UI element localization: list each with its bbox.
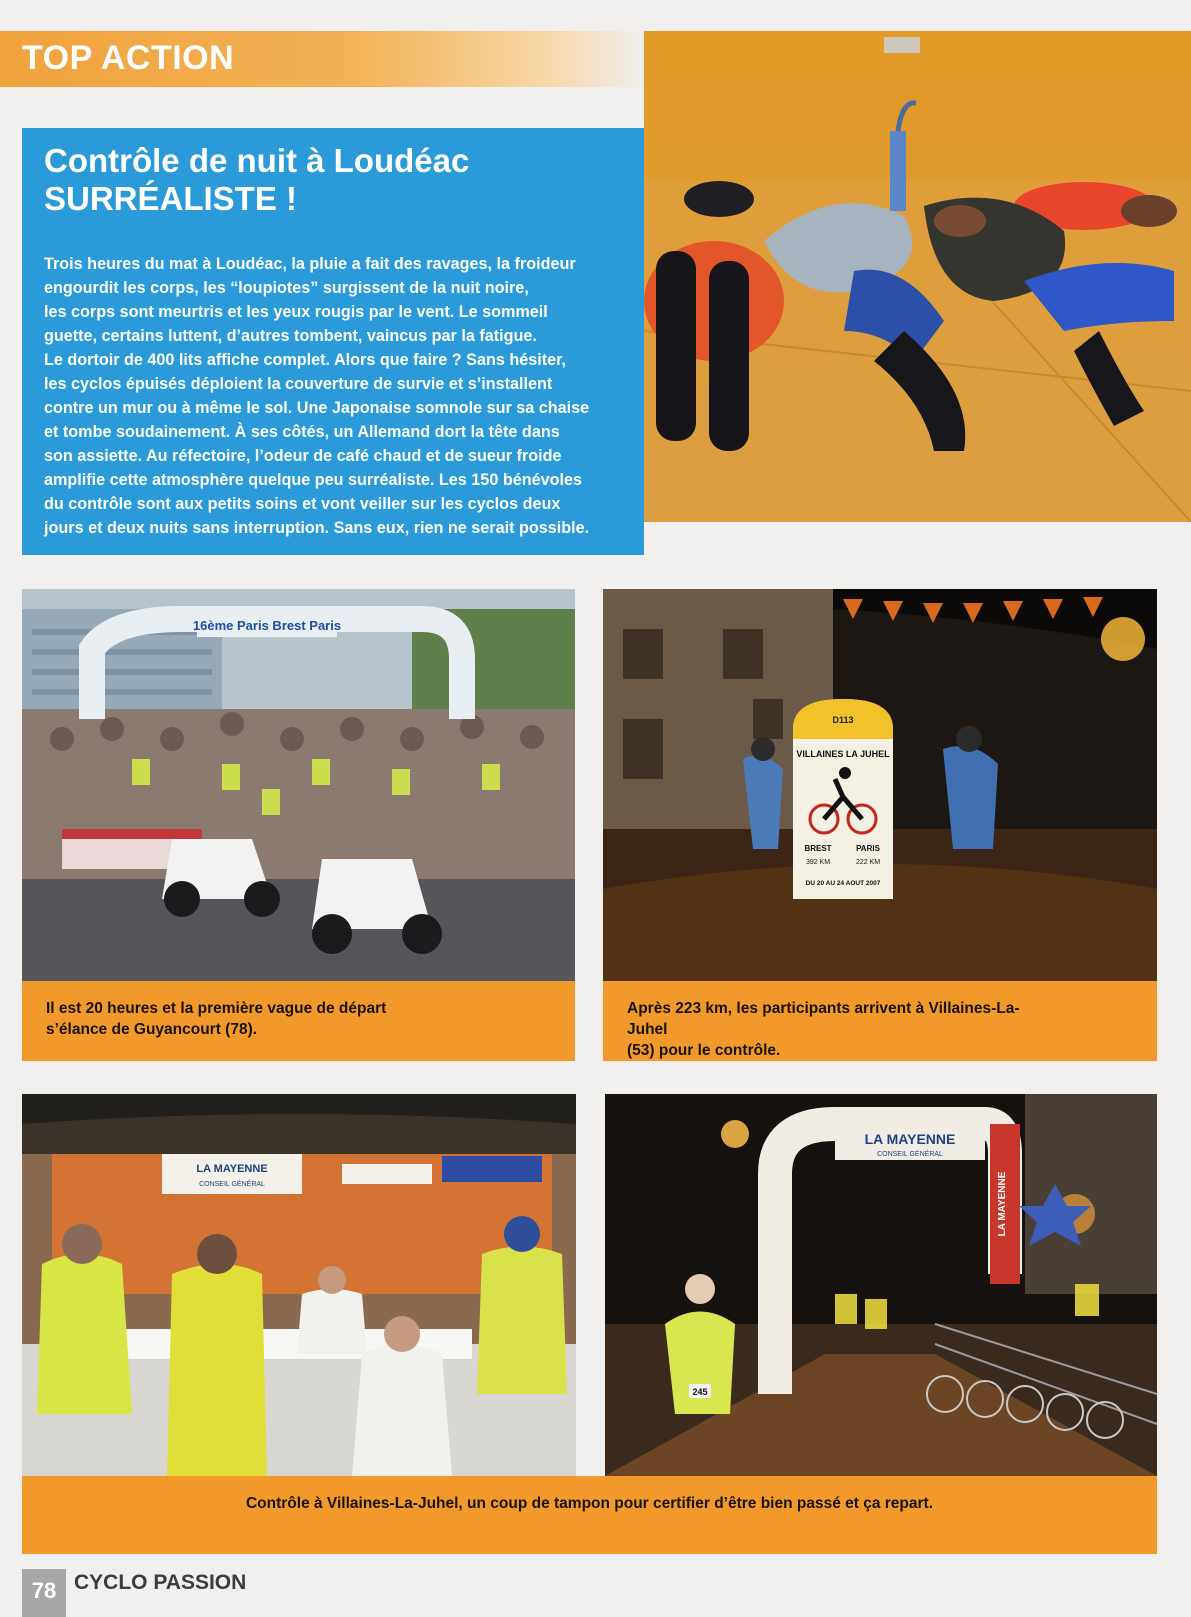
rider-number: 245 bbox=[692, 1387, 708, 1397]
caption-line: Il est 20 heures et la première vague de départ bbox=[46, 1000, 387, 1017]
milestone-right-km: 222 KM bbox=[855, 859, 881, 866]
article-headline bbox=[44, 142, 634, 218]
body-line: Trois heures du mat à Loudéac, la pluie a fait des ravages, la froideur bbox=[44, 255, 576, 273]
photo-night-arch bbox=[605, 1094, 1157, 1476]
article-body bbox=[44, 252, 639, 540]
arch-banner-sub: CONSEIL GÉNÉRAL bbox=[877, 1151, 943, 1158]
body-line: engourdit les corps, les “loupiotes” surgissent de la nuit noire, bbox=[44, 279, 529, 297]
headline-line-2: SURRÉALISTE ! bbox=[44, 180, 298, 217]
body-line: guette, certains luttent, d’autres tombent, vaincus par la fatigue. bbox=[44, 327, 537, 345]
milestone-left-place: BREST bbox=[804, 844, 832, 853]
milestone-right-place: PARIS bbox=[856, 844, 880, 853]
caption-milestone bbox=[603, 981, 1157, 1061]
caption-line: s’élance de Guyancourt (78). bbox=[46, 1021, 258, 1038]
milestone-dates: DU 20 AU 24 AOUT 2007 bbox=[805, 880, 881, 887]
arch-side-text: LA MAYENNE bbox=[997, 1171, 1008, 1237]
photo-start-guyancourt bbox=[22, 589, 575, 981]
photo-milestone-villaines bbox=[603, 589, 1157, 981]
caption-control bbox=[22, 1476, 1157, 1554]
start-arch-text: 16ème Paris Brest Paris bbox=[192, 618, 342, 633]
body-line: et tombe soudainement. À ses côtés, un Allemand dort la tête dans bbox=[44, 423, 560, 441]
caption-line: Contrôle à Villaines-La-Juhel, un coup de tampon pour certifier d’être bien passé et ça repart. bbox=[245, 1495, 934, 1512]
arch-banner: LA MAYENNE bbox=[864, 1131, 956, 1147]
milestone-road: D113 bbox=[832, 715, 854, 725]
milestone-left-km: 392 KM bbox=[805, 859, 831, 866]
caption-line: (53) pour le contrôle. bbox=[627, 1042, 781, 1059]
body-line: contre un mur ou à même le sol. Une Japonaise somnole sur sa chaise bbox=[44, 399, 590, 417]
body-line: Le dortoir de 400 lits affiche complet. Alors que faire ? Sans hésiter, bbox=[44, 351, 567, 369]
page-number: 78 bbox=[31, 1578, 57, 1603]
body-line: amplifie cette atmosphère quelque peu surréaliste. Les 150 bénévoles bbox=[44, 471, 582, 489]
body-line: du contrôle sont aux petits soins et vont veiller sur les cyclos deux bbox=[44, 495, 561, 513]
photo-sleeping-cyclists bbox=[644, 31, 1191, 522]
photo-control-hall bbox=[22, 1094, 576, 1476]
headline-line-1: Contrôle de nuit à Loudéac bbox=[44, 142, 470, 179]
body-line: les corps sont meurtris et les yeux rougis par le vent. Le sommeil bbox=[44, 303, 548, 321]
body-line: son assiette. Au réfectoire, l’odeur de café chaud et de sueur froide bbox=[44, 447, 562, 465]
control-banner: LA MAYENNE bbox=[196, 1163, 268, 1175]
magazine-name: CYCLO PASSION bbox=[74, 1571, 247, 1594]
section-title: TOP ACTION bbox=[22, 39, 235, 77]
body-line: jours et deux nuits sans interruption. Sans eux, rien ne serait possible. bbox=[44, 519, 590, 537]
body-line: les cyclos épuisés déploient la couverture de survie et s’installent bbox=[44, 375, 553, 393]
milestone-town: VILLAINES LA JUHEL bbox=[796, 749, 890, 759]
caption-start bbox=[22, 981, 575, 1061]
caption-line: Après 223 km, les participants arrivent à Villaines-La-Juhel bbox=[627, 1000, 1020, 1038]
control-banner-sub: CONSEIL GÉNÉRAL bbox=[199, 1181, 265, 1188]
